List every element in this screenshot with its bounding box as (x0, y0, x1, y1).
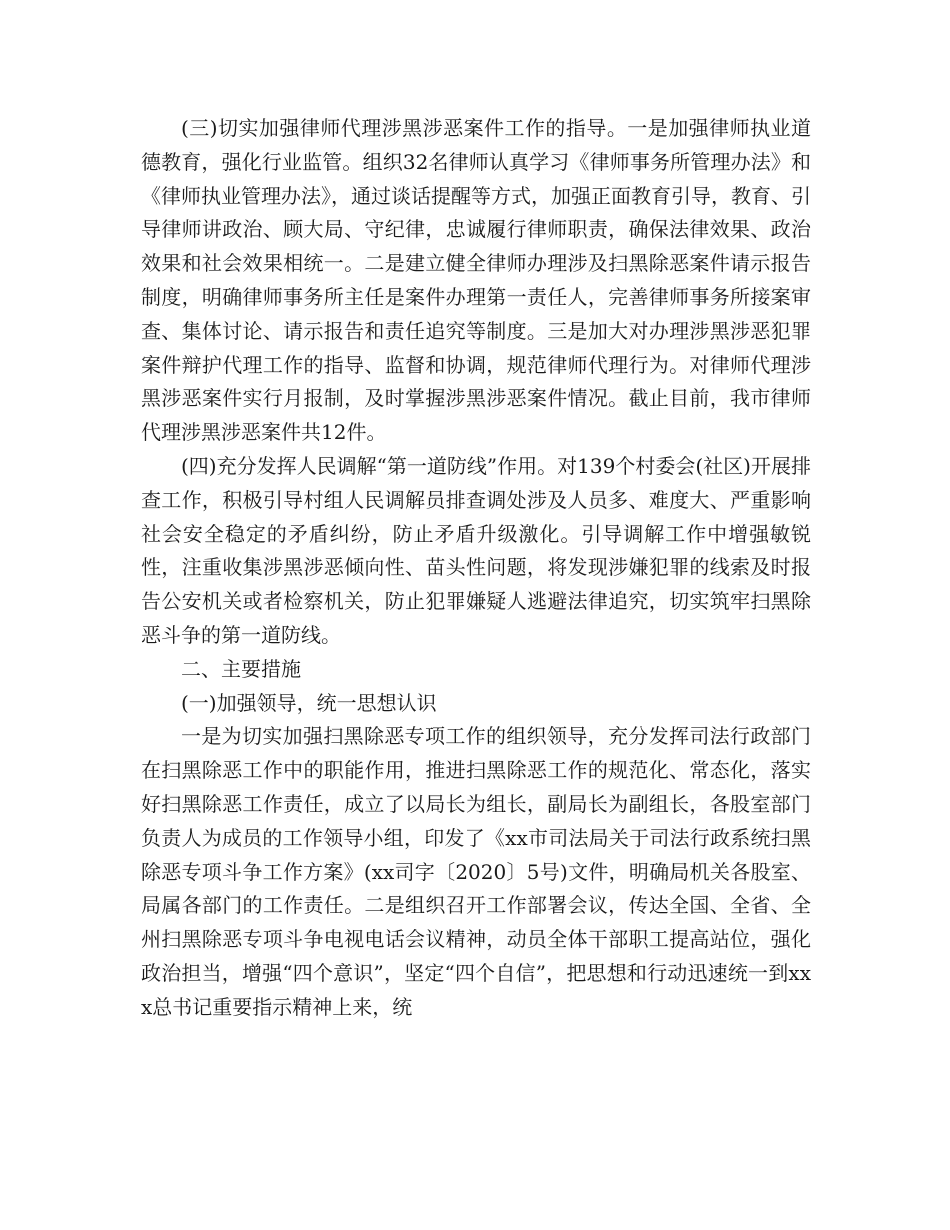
paragraph-leadership: 一是为切实加强扫黑除恶专项工作的组织领导，充分发挥司法行政部门在扫黑除恶工作中的职能作用，推进扫黑除恶工作的规范化、常态化，落实好扫黑除恶工作责任，成立了以局长为组长，副局长为副组长，各股室部门负责人为成员的工作领导小组，印发了《xx市司法局关于司法行政系统扫黑除恶专项斗争工作方案》(xx司字〔2020〕5号)文件，明确局机关各股室、局属各部门的工作责任。二是组织召开工作部署会议，传达全国、全省、全州扫黑除恶专项斗争电视电话会议精神，动员全体干部职工提高站位，强化政治担当，增强“四个意识”，坚定“四个自信”，把思想和行动迅速统一到xxx总书记重要指示精神上来，统 (141, 724, 811, 1019)
document-body (141, 112, 811, 1025)
paragraph-lawyer-guidance: (三)切实加强律师代理涉黑涉恶案件工作的指导。一是加强律师执业道德教育，强化行业监管。组织32名律师认真学习《律师事务所管理办法》和《律师执业管理办法》，通过谈话提醒等方式，加强正面教育引导，教育、引导律师讲政治、顾大局、守纪律，忠诚履行律师职责，确保法律效果、政治效果和社会效果相统一。二是建立健全律师办理涉及扫黑除恶案件请示报告制度，明确律师事务所主任是案件办理第一责任人，完善律师事务所接案审查、集体讨论、请示报告和责任追究等制度。三是加大对办理涉黑涉恶犯罪案件辩护代理工作的指导、监督和协调，规范律师代理行为。对律师代理涉黑涉恶案件实行月报制，及时掌握涉黑涉恶案件情况。截止目前，我市律师代理涉黑涉恶案件共12件。 (141, 116, 811, 445)
section-heading: 二、主要措施 (181, 656, 301, 681)
subsection-heading: (一)加强领导，统一思想认识 (181, 690, 437, 715)
paragraph-people-mediation: (四)充分发挥人民调解“第一道防线”作用。对139个村委会(社区)开展排查工作，积极引导村组人民调解员排查调处涉及人员多、难度大、严重影响社会安全稳定的矛盾纠纷，防止矛盾升级激化。引导调解工作中增强敏锐性，注重收集涉黑涉恶倾向性、苗头性问题，将发现涉嫌犯罪的线索及时报告公安机关或者检察机关，防止犯罪嫌疑人逃避法律追究，切实筑牢扫黑除恶斗争的第一道防线。 (141, 453, 811, 647)
